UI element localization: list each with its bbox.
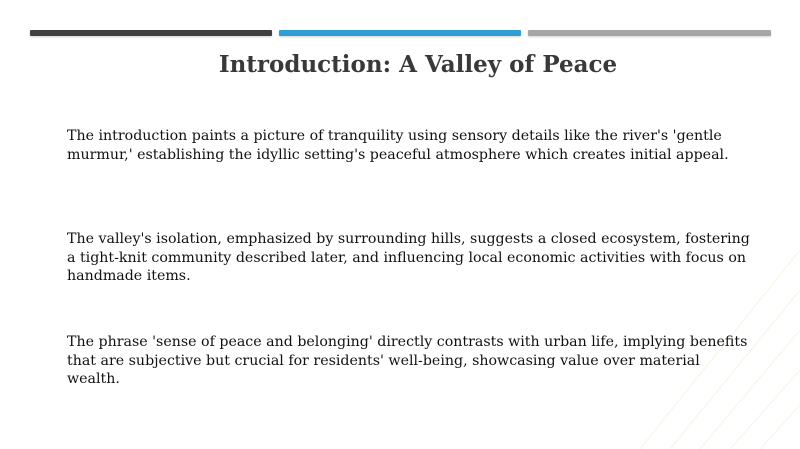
- slide-title: Introduction: A Valley of Peace: [218, 51, 618, 78]
- paragraph-1: The introduction paints a picture of tranquility using sensory details like the river's 'gentle murmur,' establishing the idyllic setting's peaceful atmosphere which creates initial appeal.: [67, 128, 729, 163]
- paragraph-3: The phrase 'sense of peace and belonging' directly contrasts with urban life, implying benefits that are subjective but crucial for residents' well-being, showcasing value over material wealth.: [67, 334, 748, 387]
- top-accent-bar-left: [30, 30, 272, 36]
- top-accent-bar-middle: [279, 30, 521, 36]
- top-accent-bar-right: [528, 30, 771, 36]
- paragraph-2: The valley's isolation, emphasized by surrounding hills, suggests a closed ecosystem, fostering a tight-knit community described later, and influencing local economic activities with focus on handmade items.: [67, 231, 750, 284]
